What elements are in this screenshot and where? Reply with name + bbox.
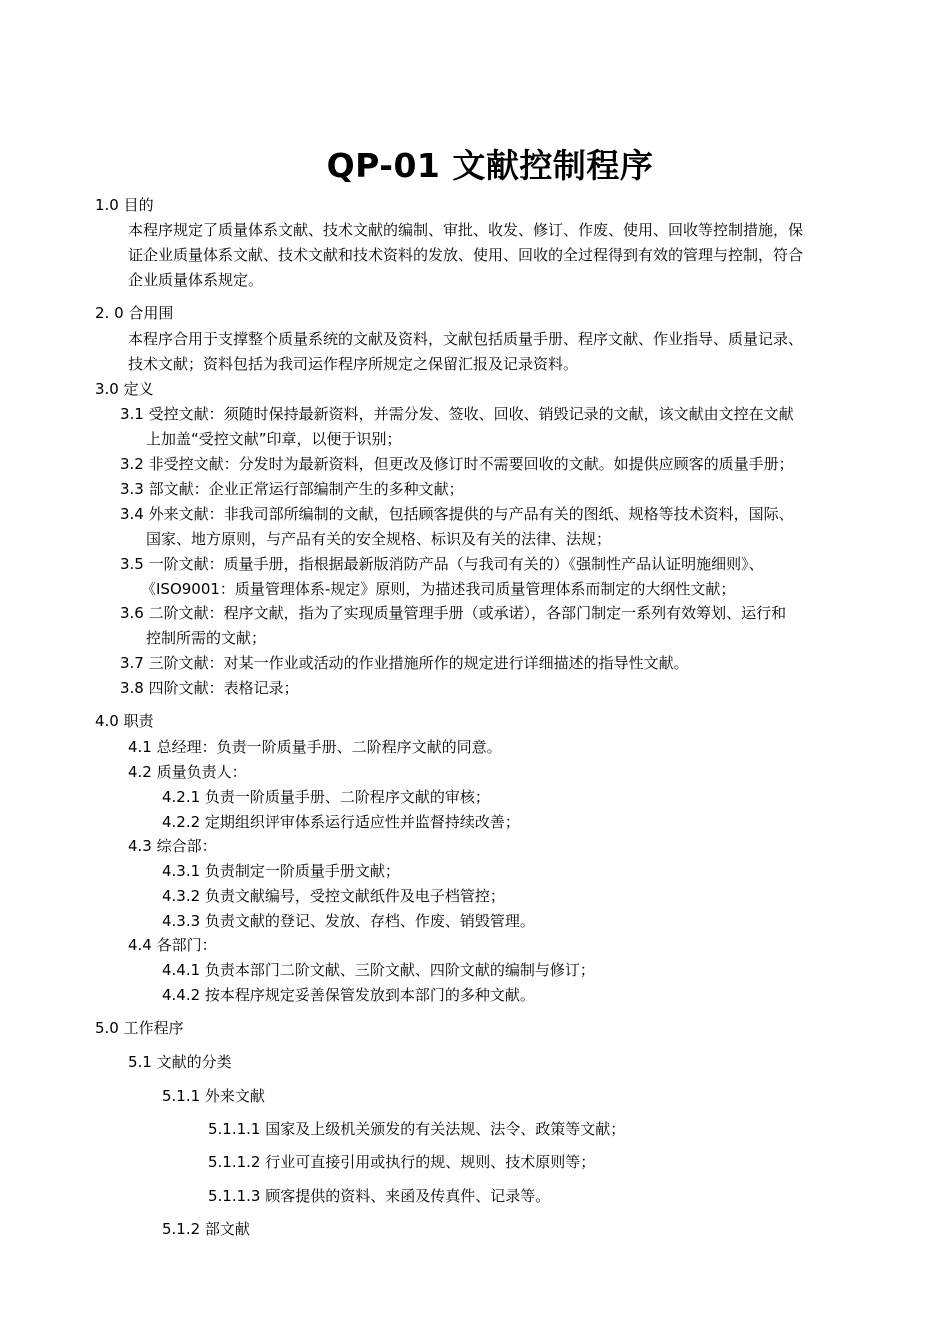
section-heading-1: 1.0 目的 xyxy=(95,196,154,214)
responsibility-item: 4.4 各部门： xyxy=(128,936,217,954)
responsibility-subitem: 4.4.1 负责本部门二阶文献、三阶文献、四阶文献的编制与修订； xyxy=(162,961,595,979)
subsection-heading: 5.1.2 部文献 xyxy=(162,1220,250,1238)
paragraph-line: 企业质量体系规定。 xyxy=(128,271,264,289)
responsibility-subitem: 4.2.1 负责一阶质量手册、二阶程序文献的审核； xyxy=(162,788,490,806)
responsibility-subitem: 4.3.3 负责文献的登记、发放、存档、作废、销毁管理。 xyxy=(162,912,535,930)
definition-item-cont: 国家、地方原则，与产品有关的安全规格、标识及有关的法律、法规； xyxy=(146,530,612,548)
responsibility-subitem: 4.4.2 按本程序规定妥善保管发放到本部门的多种文献。 xyxy=(162,986,535,1004)
document-title: QP-01 文献控制程序 xyxy=(326,146,654,185)
responsibility-subitem: 4.3.2 负责文献编号，受控文献纸件及电子档管控； xyxy=(162,887,505,905)
definition-item: 3.3 部文献：企业正常运行部编制产生的多种文献； xyxy=(120,480,464,498)
definition-item-cont: 《ISO9001：质量管理体系-规定》原则，为描述我司质量管理体系而制定的大纲性文献； xyxy=(141,580,736,598)
section-heading-4: 4.0 职责 xyxy=(95,712,154,730)
list-item: 5.1.1.1 国家及上级机关颁发的有关法规、法令、政策等文献； xyxy=(208,1120,626,1138)
definition-item: 3.6 二阶文献：程序文献，指为了实现质量管理手册（或承诺），各部门制定一系列有效筹划、运行和 xyxy=(120,604,787,622)
responsibility-subitem: 4.2.2 定期组织评审体系运行适应性并监督持续改善； xyxy=(162,813,520,831)
definition-item: 3.1 受控文献：须随时保持最新资料，并需分发、签收、回收、销毁记录的文献，该文献由文控在文献 xyxy=(120,405,794,423)
responsibility-item: 4.1 总经理：负责一阶质量手册、二阶程序文献的同意。 xyxy=(128,738,502,756)
section-heading-3: 3.0 定义 xyxy=(95,380,154,398)
definition-item: 3.5 一阶文献：质量手册，指根据最新版消防产品（与我司有关的）《强制性产品认证明施细则》、 xyxy=(120,555,764,573)
definition-item: 3.2 非受控文献：分发时为最新资料，但更改及修订时不需要回收的文献。如提供应顾客的质量手册； xyxy=(120,455,794,473)
list-item: 5.1.1.3 顾客提供的资料、来函及传真件、记录等。 xyxy=(208,1187,551,1205)
responsibility-subitem: 4.3.1 负责制定一阶质量手册文献； xyxy=(162,862,400,880)
paragraph-line: 本程序规定了质量体系文献、技术文献的编制、审批、收发、修订、作废、使用、回收等控制措施，保 xyxy=(128,221,804,239)
definition-item: 3.8 四阶文献：表格记录； xyxy=(120,679,299,697)
responsibility-item: 4.2 质量负责人： xyxy=(128,763,247,781)
list-item: 5.1.1.2 行业可直接引用或执行的规、规则、技术原则等； xyxy=(208,1153,596,1171)
definition-item: 3.4 外来文献：非我司部所编制的文献，包括顾客提供的与产品有关的图纸、规格等技术资料，国际、 xyxy=(120,505,794,523)
paragraph-line: 技术文献；资料包括为我司运作程序所规定之保留汇报及记录资料。 xyxy=(128,355,579,373)
responsibility-item: 4.3 综合部： xyxy=(128,837,217,855)
section-heading-5: 5.0 工作程序 xyxy=(95,1019,184,1037)
definition-item-cont: 控制所需的文献； xyxy=(146,629,267,647)
section-heading-2: 2. 0 合用围 xyxy=(95,304,174,322)
definition-item: 3.7 三阶文献：对某一作业或活动的作业措施所作的规定进行详细描述的指导性文献。 xyxy=(120,654,689,672)
paragraph-line: 证企业质量体系文献、技术文献和技术资料的发放、使用、回收的全过程得到有效的管理与控制，符合 xyxy=(128,246,804,264)
paragraph-line: 本程序合用于支撑整个质量系统的文献及资料，文献包括质量手册、程序文献、作业指导、质量记录、 xyxy=(128,330,804,348)
definition-item-cont: 上加盖“受控文献”印章，以便于识别； xyxy=(146,430,402,448)
subsection-heading: 5.1 文献的分类 xyxy=(128,1053,232,1071)
subsection-heading: 5.1.1 外来文献 xyxy=(162,1087,265,1105)
